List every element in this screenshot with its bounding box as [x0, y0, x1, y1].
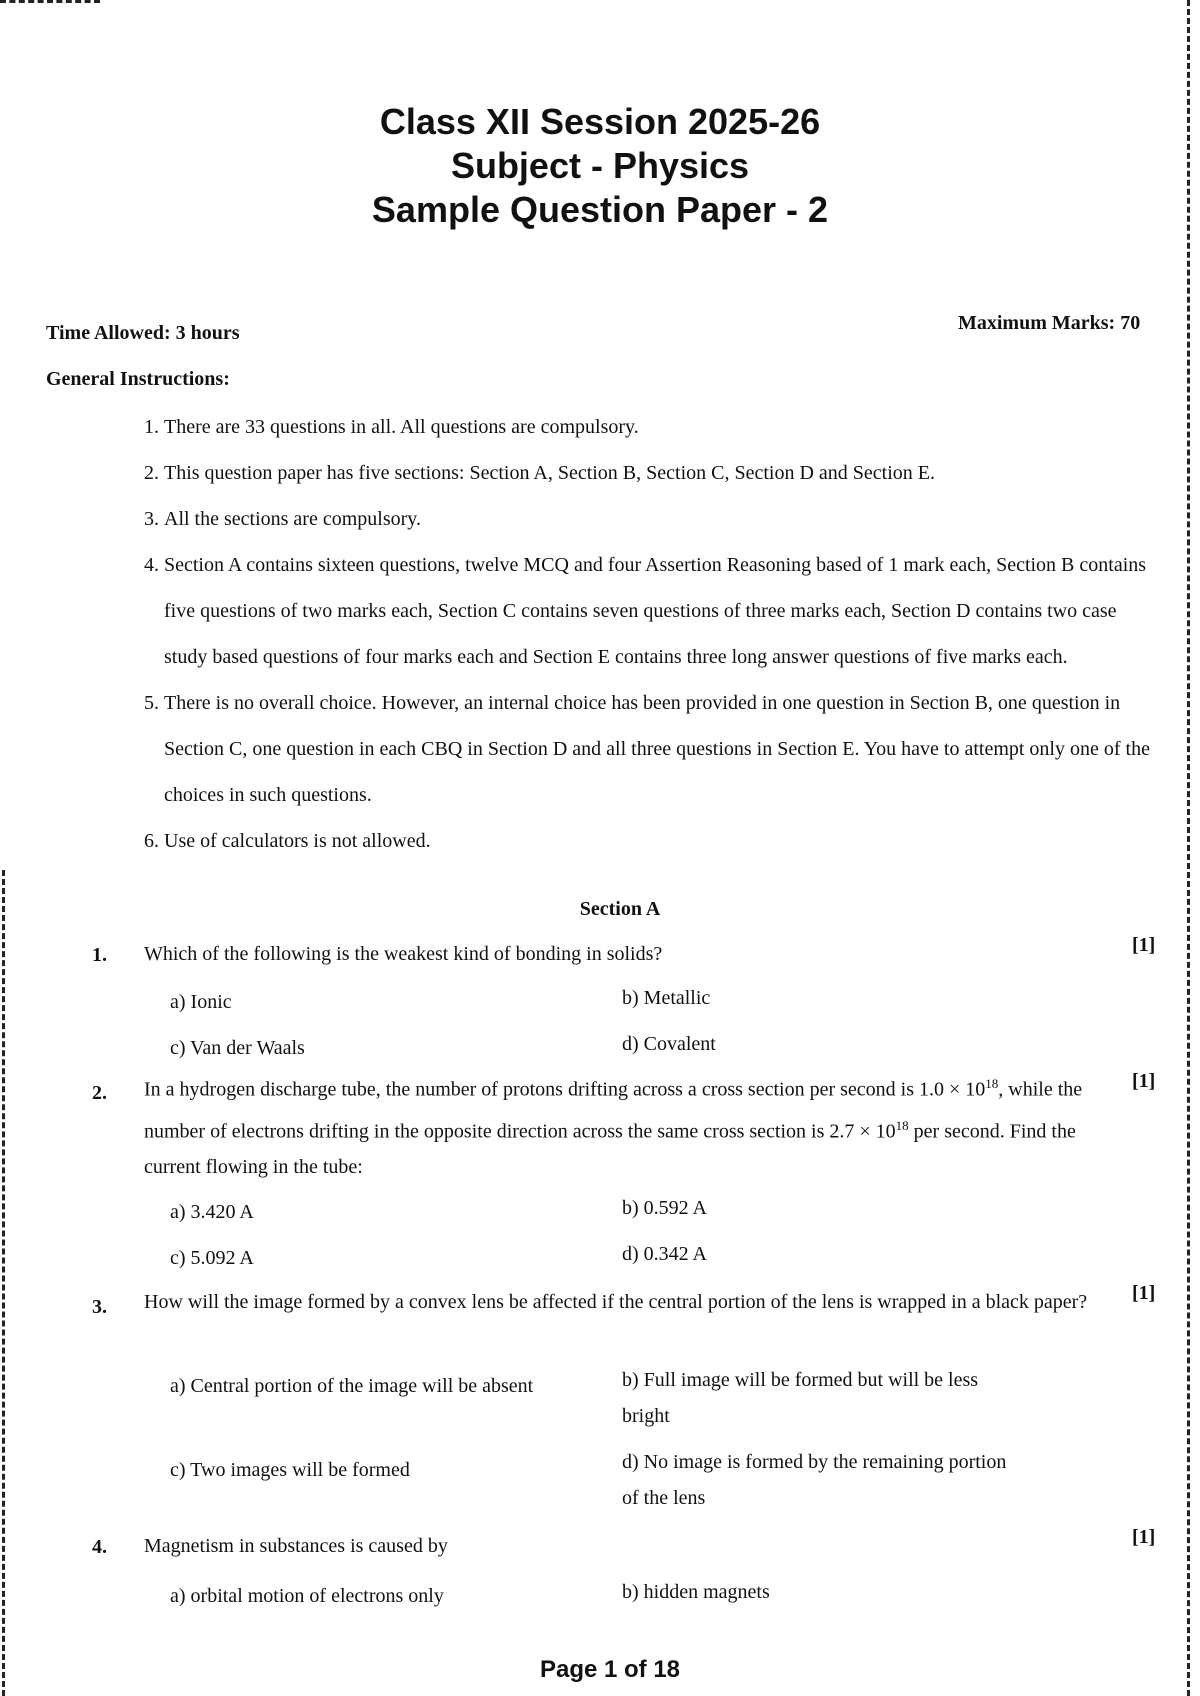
question-text: In a hydrogen discharge tube, the number of protons drifting across a cross section per second is $1.0 \times 10^{18}$, while the number of electrons drifting in the opposite direction across the same cross section is $2.7 \times 10^{18}$ per second. Find the current flowing in the tube:: [144, 1076, 1083, 1179]
paper-title-subject: Subject - Physics: [450, 145, 750, 186]
maximum-marks: Maximum Marks: 70: [958, 312, 1141, 334]
scan-edge-right: [1187, 0, 1190, 1696]
option-c: c) Van der Waals: [170, 1037, 305, 1059]
instruction-item: 5. There is no overall choice. However, an internal choice has been provided in one question in Section B, one question in Section C, one question in each CBQ in Section D and all three questions in Section E. You have to attempt only one of the choices in such questions.: [164, 680, 1152, 818]
instructions-list: [142, 404, 1152, 864]
instructions-heading: General Instructions:: [46, 368, 230, 390]
section-a-title: Section A: [579, 898, 661, 920]
option-b: b) Full image will be formed but will be less bright: [622, 1369, 979, 1427]
question-mark: [1]: [1132, 1070, 1156, 1092]
instruction-item: 3. All the sections are compulsory.: [164, 496, 1152, 542]
question-number: 1.: [92, 944, 107, 966]
option-a: a) Ionic: [170, 991, 232, 1013]
option-b: b) hidden magnets: [622, 1581, 770, 1603]
option-d: d) No image is formed by the remaining portion of the lens: [622, 1451, 1007, 1509]
option-d: d) 0.342 A: [622, 1243, 707, 1265]
question-text: How will the image formed by a convex lens be affected if the central portion of the lens is wrapped in a black paper?: [144, 1291, 1088, 1313]
instruction-item: 2. This question paper has five sections: Section A, Section B, Section C, Section D and Section E.: [164, 450, 1152, 496]
question-text: Magnetism in substances is caused by: [144, 1535, 448, 1557]
instruction-item: 1. There are 33 questions in all. All questions are compulsory.: [164, 404, 1152, 450]
option-c: c) 5.092 A: [170, 1247, 254, 1269]
instruction-item: 4. Section A contains sixteen questions, twelve MCQ and four Assertion Reasoning based of 1 mark each, Section B contains five questions of two marks each, Section C contains seven questions of three marks each, Section D contains two case study based questions of four marks each and Section E contains three long answer questions of five marks each.: [164, 542, 1152, 680]
instruction-item: 6. Use of calculators is not allowed.: [164, 818, 1152, 864]
option-a: a) 3.420 A: [170, 1201, 254, 1223]
question-number: 2.: [92, 1082, 107, 1104]
question-mark: [1]: [1132, 934, 1156, 956]
question-number: 4.: [92, 1536, 107, 1558]
option-b: b) 0.592 A: [622, 1197, 707, 1219]
question-text: Which of the following is the weakest kind of bonding in solids?: [144, 943, 663, 965]
option-c: c) Two images will be formed: [170, 1459, 410, 1481]
paper-title-class: Class XII Session 2025-26: [379, 101, 821, 142]
option-a: a) Central portion of the image will be absent: [170, 1375, 534, 1397]
option-a: a) orbital motion of electrons only: [170, 1585, 444, 1607]
question-number: 3.: [92, 1296, 107, 1318]
time-allowed: Time Allowed: 3 hours: [46, 322, 240, 344]
scan-edge-top: [0, 0, 100, 3]
paper-title-sample: Sample Question Paper - 2: [371, 189, 829, 230]
page-number: Page 1 of 18: [539, 1656, 681, 1683]
option-b: b) Metallic: [622, 987, 711, 1009]
question-mark: [1]: [1132, 1282, 1156, 1304]
scan-edge-left: [2, 870, 5, 1696]
question-mark: [1]: [1132, 1526, 1156, 1548]
option-d: d) Covalent: [622, 1033, 716, 1055]
